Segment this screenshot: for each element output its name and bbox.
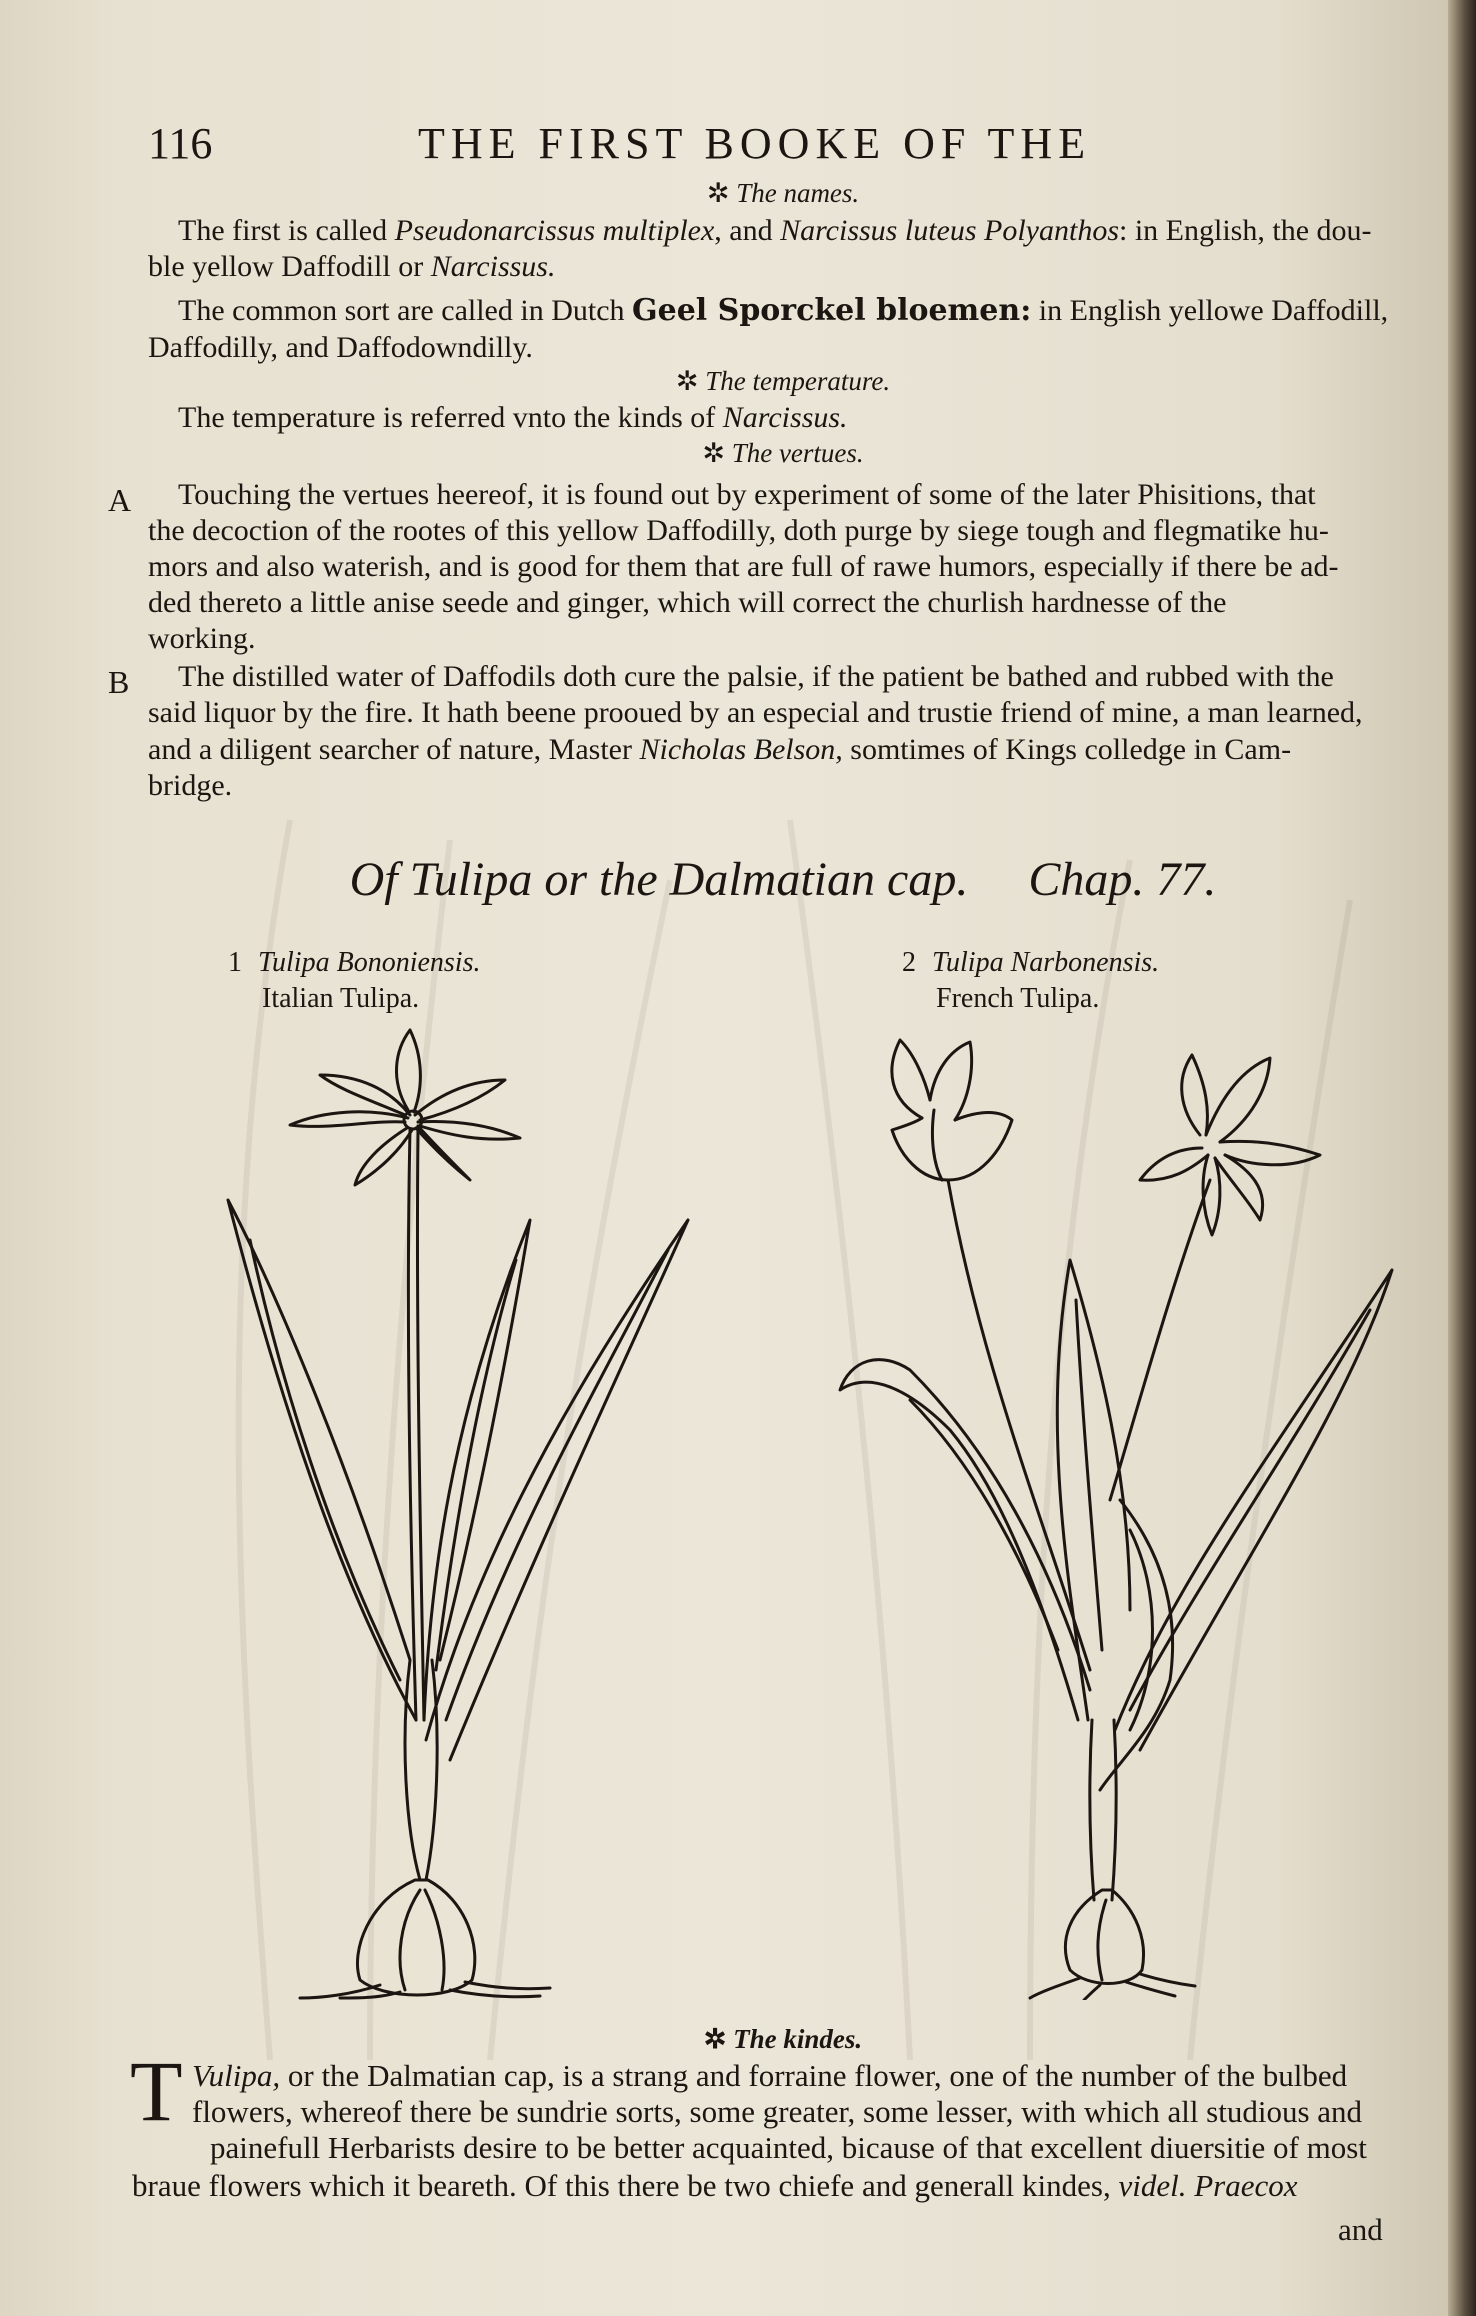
temperature-line (178, 399, 1410, 436)
section-heading-temperature (148, 366, 1418, 397)
vertues-a-line-1: Touching the vertues heereof, it is found out by experiment of some of the later Phisitions, that (178, 478, 1316, 511)
kindes-line-4 (132, 2168, 1298, 2204)
asterism-icon: ✲ (702, 438, 725, 468)
section-heading-vertues (148, 438, 1418, 469)
italian-tulipa-woodcut (210, 1020, 710, 2000)
latin-name: Narcissus luteus Polyanthos (780, 214, 1120, 247)
names-line-1 (178, 212, 1410, 249)
chapter-heading (148, 852, 1418, 907)
text-run: , and (714, 214, 781, 247)
page-number: 116 (148, 119, 213, 168)
margin-letter-b: B (108, 664, 130, 700)
figure-caption-2 (902, 945, 1159, 1017)
vertues-b-line-4: bridge. (148, 769, 233, 802)
catchword: and (1338, 2212, 1383, 2247)
asterism-icon: ✲ (703, 2024, 727, 2054)
figure-latin-name: Tulipa Narbonensis. (932, 947, 1160, 978)
figure-latin-name: Tulipa Bononiensis. (258, 947, 481, 978)
latin-name: videl. Praecox (1118, 2168, 1298, 2203)
figure-english-name: French Tulipa. (936, 983, 1100, 1014)
running-title: THE FIRST BOOKE OF THE (418, 119, 1092, 168)
drop-capital: T (130, 2043, 183, 2139)
running-head (148, 118, 1420, 178)
vertues-b-line-3 (148, 731, 1380, 768)
section-heading-text: The kindes. (733, 2024, 863, 2054)
section-heading-names (148, 178, 1418, 209)
section-heading-text: The temperature. (705, 366, 891, 396)
kindes-line-2: flowers, whereof there be sundrie sorts, some greater, some lesser, with which all studious and (192, 2094, 1363, 2129)
text-run: The common sort are called in Dutch (178, 294, 633, 327)
vertues-a-line-3: mors and also waterish, and is good for them that are full of rawe humors, especially if there be ad- (148, 550, 1339, 583)
latin-name: Narcissus. (430, 250, 556, 283)
text-run: in English yellowe Daffodill, (1031, 294, 1389, 327)
latin-name: Vulipa, (192, 2058, 281, 2093)
asterism-icon: ✲ (706, 178, 730, 208)
section-heading-text: The vertues. (731, 438, 864, 468)
dutch-name: Geel Sporckel bloemen: (632, 293, 1032, 328)
vertues-a-line-2: the decoction of the rootes of this yellow Daffodilly, doth purge by siege tough and flegmatike hu- (148, 514, 1329, 547)
latin-name: Narcissus. (722, 401, 848, 434)
text-run: somtimes of Kings colledge in Cam- (842, 733, 1292, 766)
section-heading-text: The names. (736, 178, 860, 208)
text-run: ble yellow Daffodill or (148, 250, 431, 283)
figure-english-name: Italian Tulipa. (262, 983, 420, 1014)
text-run: The temperature is referred vnto the kinds of (178, 401, 723, 434)
vertues-b-line-2: said liquor by the fire. It hath beene prooued by an especial and trustie friend of mine, a man learned, (148, 696, 1363, 729)
chapter-number: Chap. 77. (1028, 853, 1217, 906)
section-heading-kindes (148, 2024, 1418, 2055)
vertues-a-line-4: ded thereto a little anise seede and ginger, which will correct the churlish hardnesse of the (148, 586, 1227, 619)
kindes-line-3: painefull Herbarists desire to be better acquainted, bicause of that excellent diuersitie of most (210, 2130, 1367, 2165)
vertues-b-line-1: The distilled water of Daffodils doth cure the palsie, if the patient be bathed and rubbed with the (178, 660, 1334, 693)
margin-letter-a: A (108, 482, 132, 518)
text-run: braue flowers which it beareth. Of this there be two chiefe and generall kindes, (132, 2168, 1119, 2203)
book-gutter-edge (1448, 0, 1476, 2316)
chapter-title: Of Tulipa or the Dalmatian cap. (349, 853, 969, 906)
latin-name: Pseudonarcissus multiplex (394, 214, 715, 247)
names-line-4: Daffodilly, and Daffodowndilly. (148, 331, 533, 364)
text-run: and a diligent searcher of nature, Master (148, 733, 640, 766)
names-line-2 (148, 248, 1380, 285)
person-name: Nicholas Belson, (639, 733, 843, 766)
figure-caption-1 (228, 945, 480, 1017)
kindes-line-1 (192, 2058, 1347, 2094)
vertues-a-line-5: working. (148, 622, 256, 655)
figure-number: 1 (228, 947, 242, 978)
asterism-icon: ✲ (675, 366, 699, 396)
names-line-3 (178, 292, 1410, 329)
text-run: : in English, the dou- (1119, 214, 1372, 247)
text-run: or the Dalmatian cap, is a strang and forraine flower, one of the number of the bulbed (280, 2058, 1348, 2093)
figure-number: 2 (902, 947, 916, 978)
text-run: The first is called (178, 214, 395, 247)
french-tulipa-woodcut (830, 1030, 1400, 2000)
